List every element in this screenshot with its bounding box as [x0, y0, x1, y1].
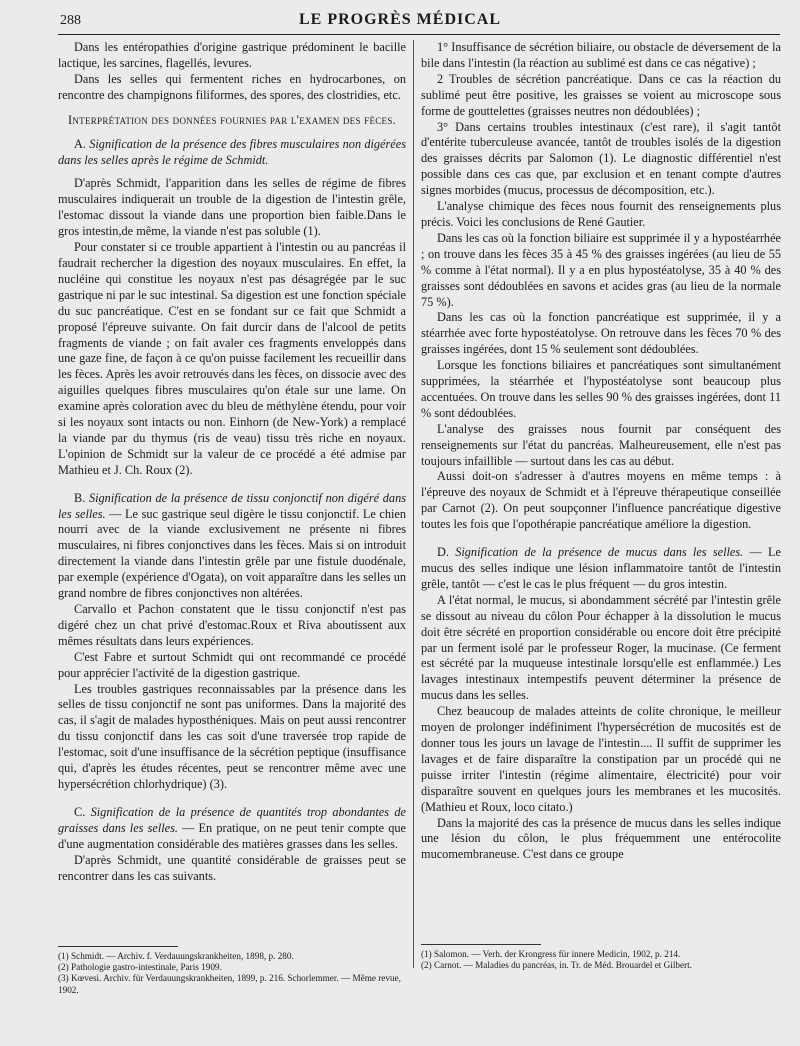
paragraph: L'analyse des graisses nous fournit par conséquent des renseignements sur l'état du pancréas. Malheureusement, elle n'est pas toujours infaillible — surtout dans les cas au début.: [421, 421, 781, 468]
paragraph: L'analyse chimique des fèces nous fournit des renseignements plus précis. Voici les conclusions de René Gautier.: [421, 199, 781, 229]
header-rule: [58, 34, 780, 35]
left-footnotes: [58, 946, 406, 996]
paragraph: Carvallo et Pachon constatent que le tissu conjonctif n'est pas digéré chez un chat privé d'estomac.Roux et Riva aboutissent aux mêmes résultats dans leurs expériences.: [58, 602, 406, 648]
subsection-letter: D.: [437, 545, 449, 560]
paragraph: D'après Schmidt, une quantité considérable de graisses peut se rencontrer dans les cas suivants.: [58, 852, 406, 883]
footnote-rule: [58, 946, 178, 947]
footnote: (1) Salomon. — Verh. der Krongress für innere Medicin, 1902, p. 214.: [421, 949, 681, 959]
subsection-d: [421, 545, 781, 593]
section-title: Interprétation des données fournies par l'examen des fèces.: [67, 112, 397, 127]
paragraph: Lorsque les fonctions biliaires et pancréatiques sont simultanément supprimées, la stéarrhée et l'hypostéatolyse sont beaucoup plus accentuées. On trouve dans les selles 90 % des graisses ingérées, dont 11 % sont dédoublées.: [421, 358, 781, 420]
paragraph: Les troubles gastriques reconnaissables par la présence dans les selles de tissu conjonctif ne sont pas uniformes. Dans la majorité des cas, il s'agit de malades hyposthéniques. Mais on peut aussi rencontrer du tissu conjonctif dans les cas soit d'une traversée trop rapide de l'estomac, soit d'une insuffisance de la sécrétion peptique (insuffisance qui, d'après les études récentes, peut se rencontrer même avec une hypersécrétion chlorhydrique) (3).: [58, 681, 406, 791]
subsection-a: [58, 137, 406, 169]
subsection-text: — Le mucus des selles indique une lésion inflammatoire tantôt de l'intestin grêle, tantôt — c'est le cas le plus fréquent — du gros intestin.: [421, 545, 781, 591]
footnote-rule: [421, 944, 541, 945]
subsection-letter: A.: [74, 136, 86, 151]
running-head: LE PROGRÈS MÉDICAL: [298, 11, 502, 28]
paragraph: A l'état normal, le mucus, si abondamment sécrété par l'intestin grêle se dissout au niveau du côlon Pour échapper à la dissolution le mucus doit être sécrété en proportion considérable ou encore doit être précipité par un ferment isolé par le professeur Roger, la mucinase. (Ce ferment est sécrété par la muqueuse intestinale lorsqu'elle est enflammée.) Les lavages intestinaux intempestifs peuvent déterminer la présence de mucus dans les selles.: [421, 592, 781, 703]
paragraph: C'est Fabre et surtout Schmidt qui ont recommandé ce procédé pour apprécier l'activité de la digestion gastrique.: [58, 649, 406, 680]
paragraph: Aussi doit-on s'adresser à d'autres moyens en même temps : à l'épreuve des noyaux de Schmidt et à l'épreuve thérapeutique conseillée par Carnot (2). On peut soupçonner l'influence pancréatique digestive toutes les fois que l'opothérapie pancréatique améliore la digestion.: [421, 469, 781, 532]
paragraph: 1° Insuffisance de sécrétion biliaire, ou obstacle de déversement de la bile dans l'intestin (la réaction au sublimé est dans ce cas négative) ;: [421, 40, 781, 70]
subsection-letter: C.: [74, 804, 86, 819]
footnote: (3) Kœvesi. Archiv. für Verdauungskrankheiten, 1899, p. 216. Schorlemmer. — Même revue, 1902.: [58, 973, 401, 995]
paragraph: Dans les selles qui fermentent riches en hydrocarbones, on rencontre des champignons filiformes, des spores, des clostridies, etc.: [58, 71, 406, 102]
subsection-text: — Le suc gastrique seul digère le tissu conjonctif. Le chien nourri avec de la viande exclusivement ne présente ni fibres musculaires, ni fibres conjonctives dans les fèces. Mais si on introduit directement la viande dans l'intestin grêle par une fistule duodénale, par exemple (expérience d'Ogata), on voit apparaître dans les selles un grand nombre de fibres conjonctives non altérées.: [58, 506, 406, 601]
subsection-title: Signification de la présence de mucus dans les selles.: [455, 545, 744, 560]
paragraph: Dans les cas où la fonction pancréatique est supprimée, il y a stéarrhée avec forte hypostéatolyse. On retrouve dans les fèces 70 % des graisses ingérées, dont 15 % seulement sont dédoublées.: [421, 310, 781, 357]
paragraph: 2 Troubles de sécrétion pancréatique. Dans ce cas la réaction du sublimé peut être positive, les graisses se voient au microscope sous forme de gouttelettes (graisses neutres non dédoublées) ;: [421, 71, 781, 118]
subsection-title: Signification de la présence de tissu conjonctif non digéré dans les selles.: [58, 490, 407, 521]
page-number: 288: [60, 13, 81, 28]
paragraph: Pour constater si ce trouble appartient à l'intestin ou au pancréas il faudrait rechercher la digestion des noyaux musculaires. En effet, la nucléine qui constitue les noyaux n'est pas désagrégée par le suc gastrique ni par le suc intestinal. Sa digestion est une fonction spéciale du suc pancréatique. C'est en se fondant sur ce fait que Schmidt a proposé l'épreuve suivante. On fait durcir dans de l'alcool de petits fragments de viande ; on fait avaler ces fragments enveloppés dans une gaze fine, de façon à ce qu'on puisse facilement les recueillir dans les fèces. Après les avoir retrouvés dans les fèces, on dissocie avec des aiguilles quelques fibres musculaires qu'on étale sur une lame. On examine après coloration avec du bleu de méthylène étendu, pour voir si les noyaux sont intacts ou non. Einhorn (de New-York) a remplacé la viande par du thymus (ris de veau) tissu très riche en noyaux. L'opinion de Schmidt sur la valeur de ce procédé a été admise par Mathieu et J. Ch. Roux (2).: [58, 240, 406, 477]
subsection-b: [58, 491, 406, 602]
paragraph: Chez beaucoup de malades atteints de colite chronique, le meilleur moyen de prolonger indéfiniment l'hypersécrétion de mucosités est de donner tous les jours un lavage de l'intestin.... Il suffit de supprimer les lavages et de faire disparaître la constipation par un procédé qui ne puisse irriter l'intestin (régime alimentaire, électricité) pour voir disparaître souvent en quelques jours les membranes et les mucosités. (Mathieu et Roux, loco citato.): [421, 704, 781, 814]
right-footnotes: [421, 944, 781, 971]
subsection-letter: B.: [74, 490, 86, 505]
footnote: (1) Schmidt. — Archiv. f. Verdauungskrankheiten, 1898, p. 280.: [58, 951, 294, 961]
paragraph: Dans les entéropathies d'origine gastrique prédominent le bacille lactique, les sarcines, flagellés, levures.: [58, 40, 406, 70]
paragraph: D'après Schmidt, l'apparition dans les selles de régime de fibres musculaires indiquerait un trouble de la digestion de l'intestin grêle, l'estomac dissout la viande dans une proportion bien faible.Dans le gros intestin,de même, la viande n'est pas soluble (1).: [58, 176, 406, 239]
subsection-c: [58, 805, 406, 853]
subsection-text: — En pratique, on ne peut tenir compte que d'une augmentation considérable des matières grasses dans les selles.: [58, 820, 406, 851]
left-column: [58, 40, 406, 884]
column-divider: [413, 40, 414, 968]
paragraph: 3° Dans certains troubles intestinaux (c'est rare), il s'agit tantôt d'entérite tuberculeuse avancée, tantôt de troubles isolés de la digestion des graisses décrits par Salomon (1). Le diagnostic différentiel n'est possible dans ces cas que, par exclusion et en tenant compte d'autres signes morbides (mucus, processus de décomposition, etc.).: [421, 119, 781, 198]
right-column: [421, 40, 781, 863]
paragraph: Dans les cas où la fonction biliaire est supprimée il y a hypostéarrhée ; on trouve dans les fèces 35 à 45 % des graisses ingérées (au lieu de 55 % comme à l'état normal). Il y a en plus hypostéatolyse, 35 à 40 % des graisses sont dédoublées en savons et acides gras (au lieu de la normale 75 %).: [421, 230, 781, 309]
footnote: (2) Carnot. — Maladies du pancréas, in. Tr. de Méd. Brouardel et Gilbert.: [421, 960, 692, 971]
footnote: (2) Pathologie gastro-intestinale, Paris 1909.: [58, 962, 222, 973]
subsection-title: Signification de la présence des fibres musculaires non digérées dans les selles après le régime de Schmidt.: [58, 136, 407, 167]
paragraph: Dans la majorité des cas la présence de mucus dans les selles indique une lésion du côlon, le plus fréquemment une entérocolite mucomembraneuse. C'est dans ce groupe: [421, 815, 781, 862]
subsection-title: Signification de la présence de quantités trop abondantes de graisses dans les selles.: [58, 804, 406, 835]
